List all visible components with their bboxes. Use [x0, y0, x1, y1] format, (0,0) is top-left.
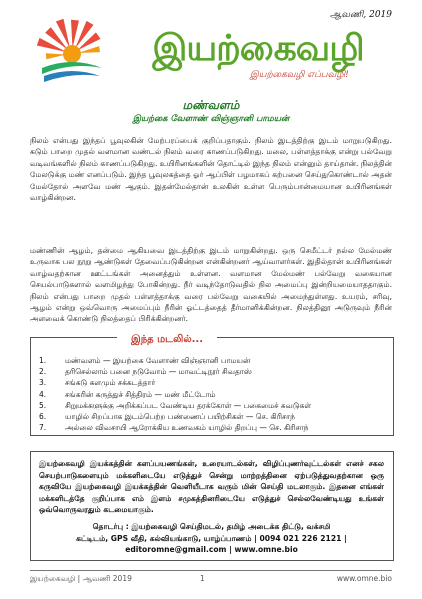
item-number: 4.	[39, 389, 47, 399]
contents-title: இந்த மடலில்...	[117, 334, 217, 346]
item-text: மண்வளம் — இயற்கை வேளாண் விஞ்ஞானி பாமயன்	[65, 356, 251, 365]
article-author: இயற்கை வேளாண் விஞ்ஞானி பாமயன்	[132, 114, 290, 124]
contents-item[interactable]	[39, 355, 384, 366]
page-footer	[30, 570, 392, 585]
footer-issue: இயற்கைவழி | ஆவணி 2019	[30, 574, 132, 583]
item-text: சங்கரின் கருத்துச் சித்திரம் — மண் மீட்டோம்	[65, 389, 216, 399]
contents-item[interactable]	[39, 389, 384, 400]
about-text: இயற்கைவழி இயக்கத்தின் களப்பயணங்கள், உரையாடல்கள், விழிப்புணர்வுட்டல்கள் எனச் சகல செயற்பாடுகளையும் மக்களிடையே எடுத்துச் சென்று மாற்றத்தினை ஏற்படுத்துவதற்கான ஒரு கருவியே இயற்கைவழி இயக்கத்தின் வெளியீடாக வரும் மின் செய்தி மடலாகும். இதனை எங்கள் மக்களிடத்தே குறிப்பாக எம் இளம் சமுகத்தினரிடையே எடுத்துச் செல்லவேண்டியது உங்கள் ஒவ்வொருவரதும் கடமையாகும்.	[39, 459, 384, 514]
item-text: சங்கடு களமும் சக்கடத்தார்	[65, 378, 156, 388]
brand-title: இயற்கைவழி	[152, 28, 364, 69]
contents-list	[39, 355, 384, 433]
item-number: 2.	[39, 367, 47, 377]
footer-website-link[interactable]: www.omne.bio	[336, 574, 392, 583]
contents-item[interactable]	[39, 400, 384, 411]
issue-date: ஆவணி, 2019	[329, 10, 392, 20]
page-number: 1	[200, 574, 205, 583]
contents-item[interactable]	[39, 377, 384, 388]
contact-line: தொடர்பு : இயற்கைவழி செய்திமடல், தமிழ் அடைக்க திட்டு, வக்சமி	[92, 522, 331, 531]
item-text: அல்லை விவசாயி ஆரோக்கிய உணவகம் யாழில் திறப்பு — செ. கிரிசாந்	[65, 423, 309, 433]
item-number: 1.	[39, 356, 47, 365]
contents-item[interactable]	[39, 366, 384, 377]
item-number: 6.	[39, 412, 47, 422]
item-text: யாழில் சிறப்பாக இடம்பெற்ற பண்ணைப் பயிற்சிகள் — செ. கிரிசாந்	[65, 412, 295, 422]
item-number: 3.	[39, 378, 47, 388]
contents-item[interactable]	[39, 411, 384, 422]
contents-item[interactable]	[39, 422, 384, 433]
contact-info	[39, 521, 384, 556]
article-paragraph: நிலம் என்பது இந்தப் பூவுலகின் மேற்பரப்பைக் குறிப்பதாகும். நிலம் இடத்திற்கு இடம் மாறுபடுகிறது. கடும் பாறை முதல் வளமான வண்டல் நிலம் வரை காணப்படுகிறது. மலை, பள்ளத்தாக்கு என்று பல்வேறு வடிவங்களில் நிலம் காணப்படுகிறது. உயிரினங்களின் தொட்டில் இந்த நிலம் என்னும் தாய்தான். நிலத்தின் மேலடுக்கு மண் எனப்படும். இந்த பூவுலகத்தை ஓர் ஆப்பிள் பழமாகப் கற்பனை செய்துகொண்டால் அதன் மேல்தோல் அளவே மண் ஆகும். இதன்மேல்தான் உலகின் உள்ள பெரும்பான்மையான உயிரினங்கள் வாழ்கின்றன.	[30, 136, 392, 203]
brand-tagline: இயற்கைவழி எப்பவழி!	[250, 70, 349, 80]
article-title: மண்வளம்	[182, 98, 240, 112]
contact-email-web[interactable]: editoromne@gmail.com | www.omne.bio	[125, 545, 298, 554]
about-box	[30, 451, 394, 561]
item-text: தரிசெல்லாம் பனை நடுவோம் — மாவட்டிநூர் சிவதாஸ்	[65, 367, 252, 377]
item-number: 5.	[39, 400, 47, 410]
item-text: சிறுமக்களுக்கு அறிக்கப்பட வேண்டிய தரக்கோள் — பகைமைச் சுவடுகள்	[65, 400, 312, 410]
item-number: 7.	[39, 423, 47, 433]
contents-box	[30, 334, 394, 436]
article-paragraph: மண்ணின் ஆழம், தன்மை ஆகியவை இடத்திற்கு இடம் மாறுகின்றது. ஒரு செமீட்டர் நல்ல மேல்மண் உருவாக பல நூறு ஆண்டுகள் தேவைப்படுகின்றன என்கின்றனர் ஆய்வாளர்கள். இதில்தான் உயிரினங்கள் வாழ்வதற்கான ஊட்டங்கள் அனைத்தும் உள்ளன. வளமான மேல்மண் பல்வேறு வகையான செயல்பாடுகளால் வளமிழந்து போகின்றது. நீர் வடிந்தோடுவதில் நில அமைப்பு இன்றியமையாததாகும். நிலம் என்பது பாறை முதல் பள்ளத்தாக்கு வரை பல்வேறு வகையில் அமைந்துள்ளது. உயரம், சரிவு, ஆழம் என்று ஒவ்வொரு அமைப்பும் நீரின் ஓட்டத்தைத் தீர்மானிக்கின்றன. நிலத்தினூ அடுருவும் நீரின் அளவைக் கொண்டு நிலத்தைப் பிரிக்கின்றனர்.	[30, 246, 392, 324]
sun-logo-icon	[28, 14, 116, 90]
contact-line: கட்டிடம், GPS வீதி, கல்வியங்காடு, யாழ்ப்பாணம் | 0094 021 226 2121 |	[76, 533, 347, 543]
